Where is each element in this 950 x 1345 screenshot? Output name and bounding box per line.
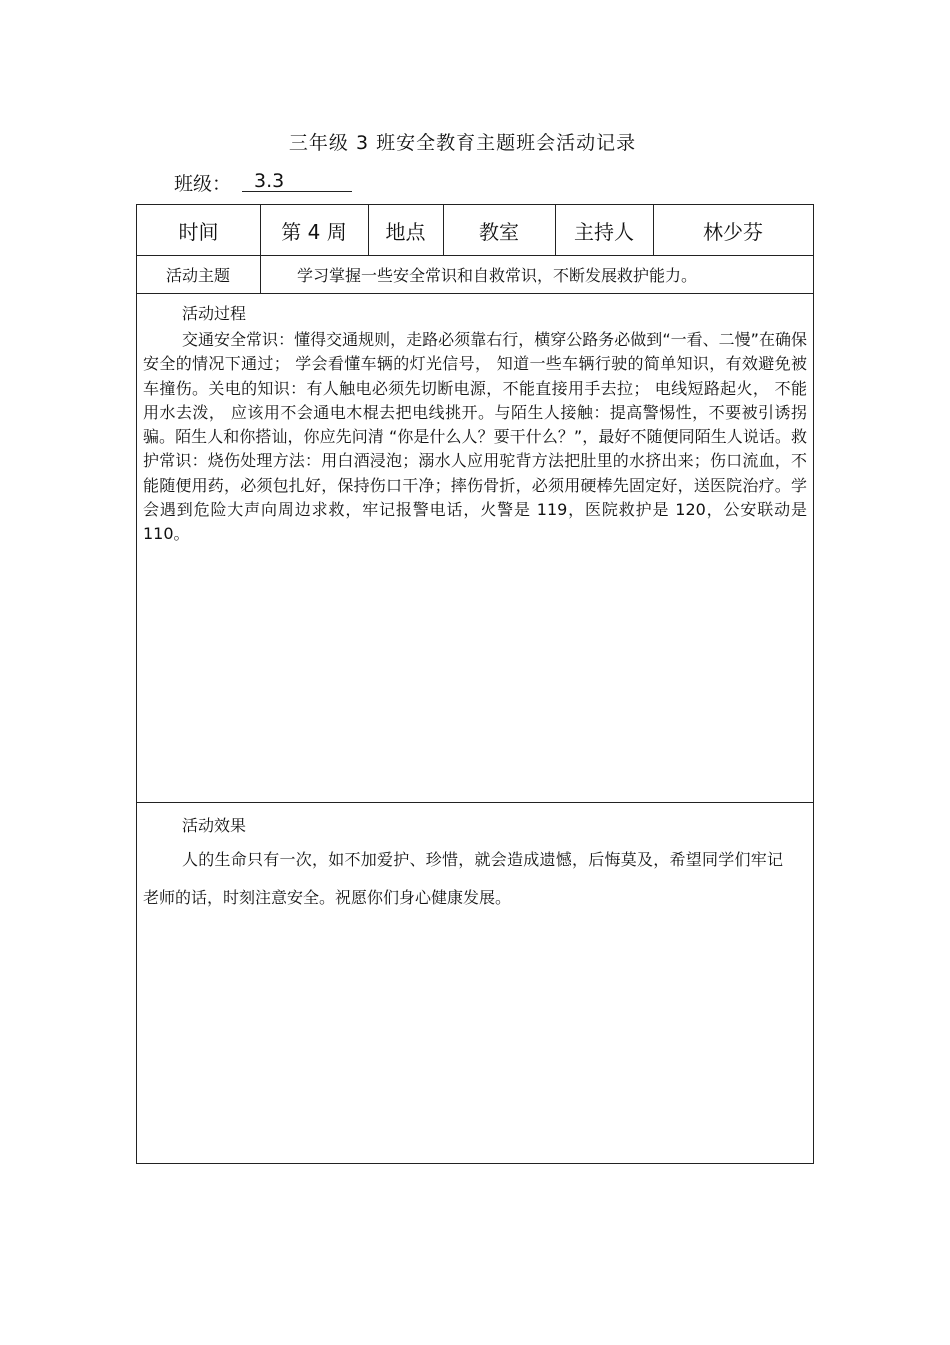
- time-value: 第 4 周: [281, 219, 347, 244]
- place-value: 教室: [479, 219, 519, 244]
- divider: [137, 293, 813, 294]
- time-label: 时间: [178, 219, 219, 244]
- host-value: 林少芬: [703, 219, 763, 244]
- record-table: [136, 204, 814, 1164]
- process-text: 交通安全常识：懂得交通规则，走路必须靠右行，横穿公路务必做到“一看、二慢”在确保安全的情况下通过； 学会看懂车辆的灯光信号， 知道一些车辆行驶的简单知识，有效避免被车撞伤。关电的知识：有人触电必须先切断电源，不能直接用手去拉； 电线短路起火， 不能用水去泼， 应该用不会通电木棍去把电线挑开。与陌生人接触：提高警惕性，不要被引诱拐骗。陌生人和你搭讪，你应先问清 “你是什么人？要干什么？”，最好不随便同陌生人说话。救护常识：烧伤处理方法：用白酒浸泡；溺水人应用驼背方法把肚里的水挤出来；伤口流血，不能随便用药，必须包扎好，保持伤口干净；摔伤骨折，必须用硬棒先固定好，送医院治疗。学会遇到危险大声向周边求救，牢记报警电话，火警是 119，医院救护是 120，公安联动是 110。: [143, 330, 807, 544]
- place-label: 地点: [385, 219, 426, 244]
- theme-text: 学习掌握一些安全常识和自救常识，不断发展救护能力。: [297, 265, 698, 285]
- host-label: 主持人: [574, 219, 634, 244]
- divider: [137, 802, 813, 803]
- class-value: 3.3: [242, 170, 352, 192]
- class-label: 班级：: [174, 173, 232, 195]
- effect-text: 人的生命只有一次，如不加爱护、珍惜，就会造成遗憾，后悔莫及，希望同学们牢记老师的话，时刻注意安全。祝愿你们身心健康发展。: [143, 850, 783, 907]
- divider: [260, 255, 261, 293]
- theme-label: 活动主题: [165, 265, 230, 285]
- page-title: 三年级 3 班安全教育主题班会活动记录: [288, 132, 637, 154]
- process-label: 活动过程: [182, 304, 247, 323]
- effect-label: 活动效果: [182, 816, 247, 835]
